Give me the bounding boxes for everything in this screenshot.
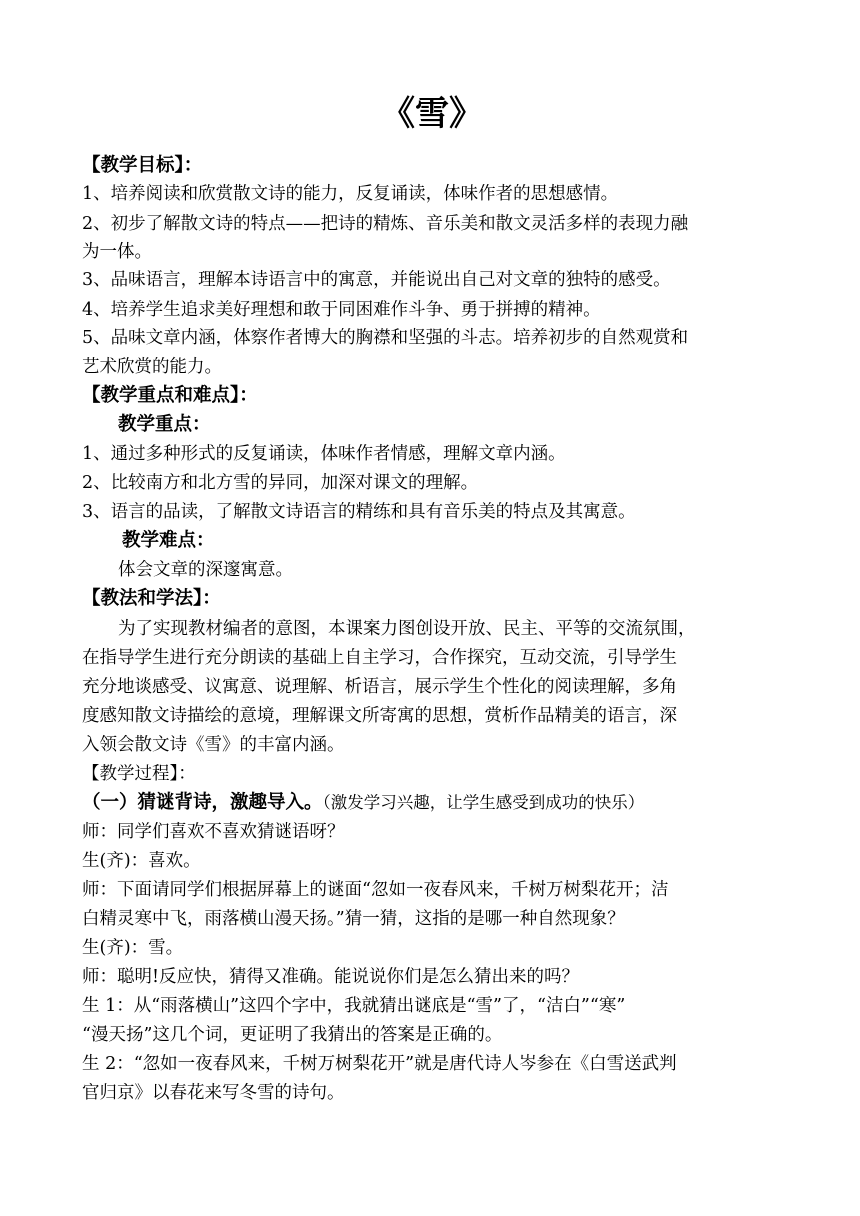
focus-heading: 教学重点： — [118, 414, 211, 435]
dialogue-line: 生 1：从“雨落横山”这四个字中，我就猜出谜底是“雪”了，“洁白”“寒” — [82, 996, 626, 1016]
dialogue-line: 生 2：“忽如一夜春风来，千树万树梨花开”就是唐代诗人岑参在《白雪送武判 — [82, 1054, 677, 1074]
objective-line: 2、初步了解散文诗的特点——把诗的精炼、音乐美和散文灵活多样的表现力融 — [82, 214, 689, 234]
objective-line: 1、培养阅读和欣赏散文诗的能力，反复诵读，体味作者的思想感情。 — [82, 184, 619, 204]
dialogue-line: 生(齐)：喜欢。 — [82, 851, 201, 871]
focus-line: 2、比较南方和北方雪的异同，加深对课文的理解。 — [82, 473, 479, 493]
dialogue-line: 师：聪明!反应快，猜得又准确。能说说你们是怎么猜出来的吗？ — [82, 967, 580, 987]
dialogue-line: 白精灵寒中飞，雨落横山漫天扬。”猜一猜，这指的是哪一种自然现象？ — [82, 909, 625, 929]
difficulty-heading: 教学难点： — [122, 530, 215, 551]
methods-line: 在指导学生进行充分朗读的基础上自主学习，合作探究，互动交流，引导学生 — [82, 648, 677, 668]
key-points-heading: 【教学重点和难点】： — [82, 385, 258, 406]
methods-line: 入领会散文诗《雪》的丰富内涵。 — [82, 735, 345, 755]
objective-line: 5、品味文章内涵，体察作者博大的胸襟和坚强的斗志。培养初步的自然观赏和 — [82, 328, 689, 348]
focus-line: 1、通过多种形式的反复诵读，体味作者情感，理解文章内涵。 — [82, 444, 566, 464]
methods-heading: 【教法和学法】： — [82, 588, 221, 609]
process-heading: 【教学过程】： — [82, 764, 196, 784]
objective-line: 4、培养学生追求美好理想和敢于同困难作斗争、勇于拼搏的精神。 — [82, 300, 601, 320]
step-1 — [82, 789, 644, 817]
step-1-title: （一）猜谜背诗，激趣导入。 — [82, 792, 323, 813]
dialogue-line: 师：下面请同学们根据屏幕上的谜面“忽如一夜春风来，千树万树梨花开；洁 — [82, 880, 669, 900]
step-1-note: （激发学习兴趣，让学生感受到成功的快乐） — [322, 793, 645, 812]
methods-line: 充分地谈感受、议寓意、说理解、析语言，展示学生个性化的阅读理解，多角 — [82, 677, 677, 697]
objective-line: 艺术欣赏的能力。 — [82, 357, 222, 377]
page-title: 《雪》 — [381, 94, 483, 134]
difficulty-line: 体会文章的深邃寓意。 — [118, 560, 293, 580]
methods-line: 为了实现教材编者的意图，本课案力图创设开放、民主、平等的交流氛围， — [118, 619, 696, 639]
focus-line: 3、语言的品读，了解散文诗语言的精练和具有音乐美的特点及其寓意。 — [82, 502, 636, 522]
dialogue-line: “漫天扬”这几个词，更证明了我猜出的答案是正确的。 — [82, 1025, 503, 1045]
dialogue-line: 生(齐)：雪。 — [82, 938, 184, 958]
dialogue-line: 师：同学们喜欢不喜欢猜谜语呀？ — [82, 822, 345, 842]
methods-line: 度感知散文诗描绘的意境，理解课文所寄寓的思想，赏析作品精美的语言，深 — [82, 706, 677, 726]
dialogue-line: 官归京》以春花来写冬雪的诗句。 — [82, 1083, 345, 1103]
objectives-heading: 【教学目标】： — [82, 155, 203, 176]
objective-line: 为一体。 — [82, 242, 152, 262]
objective-line: 3、品味语言，理解本诗语言中的寓意，并能说出自己对文章的独特的感受。 — [82, 270, 671, 290]
